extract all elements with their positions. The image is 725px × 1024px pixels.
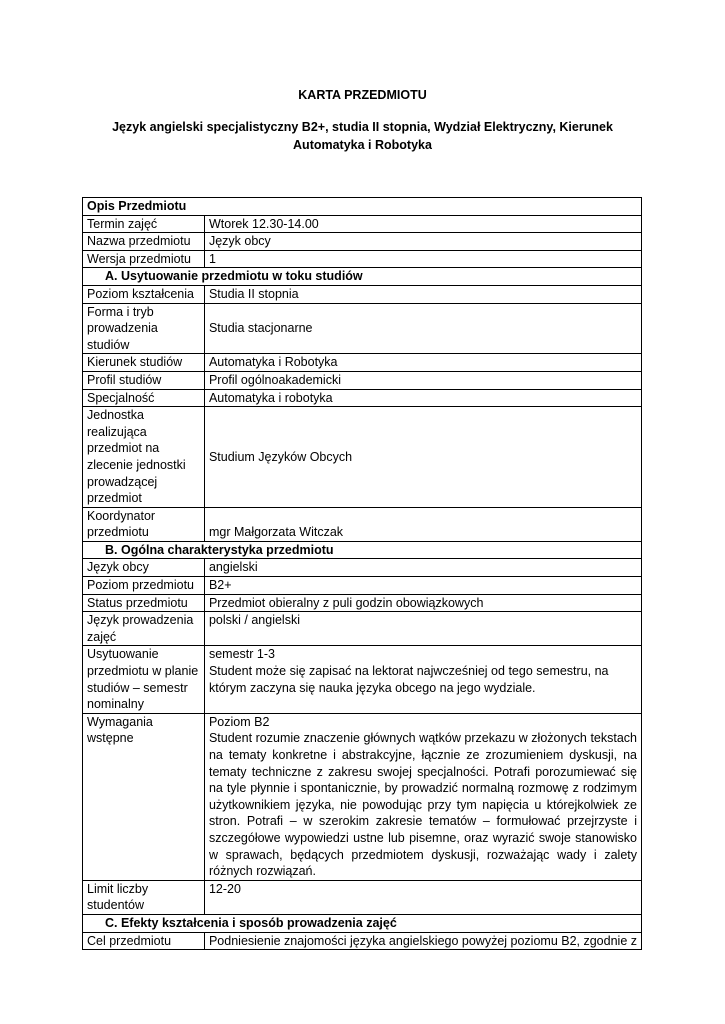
termin-label: Termin zajęć xyxy=(83,215,205,233)
table-row xyxy=(83,198,642,216)
limit-value: 12-20 xyxy=(204,880,641,914)
poziom-przedmiotu-label: Poziom przedmiotu xyxy=(83,577,205,595)
nazwa-value: Język obcy xyxy=(204,233,641,251)
wersja-label: Wersja przedmiotu xyxy=(83,250,205,268)
nazwa-label: Nazwa przedmiotu xyxy=(83,233,205,251)
page-title: KARTA PRZEDMIOTU xyxy=(298,88,427,102)
termin-value: Wtorek 12.30-14.00 xyxy=(204,215,641,233)
table-row xyxy=(83,407,642,508)
usytuowanie-semester: semestr 1-3 xyxy=(208,647,275,662)
limit-label: Limit liczby studentów xyxy=(83,880,205,914)
wymagania-label: Wymagania wstępne xyxy=(83,713,205,880)
jezyk-prowadzenia-value: polski / angielski xyxy=(204,612,641,646)
page-subtitle: Język angielski specjalistyczny B2+, studia II stopnia, Wydział Elektryczny, Kierunek Automatyka i Robotyka xyxy=(112,120,613,152)
usytuowanie-value xyxy=(204,646,641,713)
status-label: Status przedmiotu xyxy=(83,594,205,612)
poziom-ksztalcenia-label: Poziom kształcenia xyxy=(83,285,205,303)
jezyk-prowadzenia-label: Język prowadzenia zajęć xyxy=(83,612,205,646)
status-value: Przedmiot obieralny z puli godzin obowiązkowych xyxy=(204,594,641,612)
table-row xyxy=(83,389,642,407)
table-row xyxy=(83,713,642,880)
forma-label: Forma i tryb prowadzenia studiów xyxy=(83,303,205,354)
table-row xyxy=(83,646,642,713)
wymagania-value xyxy=(204,713,641,880)
profil-value: Profil ogólnoakademicki xyxy=(204,371,641,389)
table-row xyxy=(83,371,642,389)
kierunek-value: Automatyka i Robotyka xyxy=(204,354,641,372)
table-header: Opis Przedmiotu xyxy=(83,198,642,216)
section-a-heading: A. Usytuowanie przedmiotu w toku studiów xyxy=(83,268,642,286)
table-row xyxy=(83,541,642,559)
table-row xyxy=(83,559,642,577)
section-b-heading: B. Ogólna charakterystyka przedmiotu xyxy=(83,541,642,559)
cel-value: Podniesienie znajomości języka angielskiego powyżej poziomu B2, zgodnie z xyxy=(204,932,641,950)
table-row xyxy=(83,507,642,541)
specjalnosc-label: Specjalność xyxy=(83,389,205,407)
jezyk-obcy-label: Język obcy xyxy=(83,559,205,577)
course-card-table xyxy=(82,197,642,950)
jednostka-label: Jednostka realizująca przedmiot na zlecenie jednostki prowadzącej przedmiot xyxy=(83,407,205,508)
specjalnosc-value: Automatyka i robotyka xyxy=(204,389,641,407)
jezyk-obcy-value: angielski xyxy=(204,559,641,577)
section-c-heading: C. Efekty kształcenia i sposób prowadzenia zajęć xyxy=(83,914,642,932)
table-row xyxy=(83,914,642,932)
wymagania-level: Poziom B2 xyxy=(208,714,270,729)
table-row xyxy=(83,233,642,251)
koordynator-value: mgr Małgorzata Witczak xyxy=(204,507,641,541)
jednostka-value: Studium Języków Obcych xyxy=(204,407,641,508)
table-row xyxy=(83,285,642,303)
usytuowanie-label: Usytuowanie przedmiotu w planie studiów – semestr nominalny xyxy=(83,646,205,713)
usytuowanie-note: Student może się zapisać na lektorat najwcześniej od tego semestru, na którym zaczyna się nauka języka obcego na jego wydziale. xyxy=(208,664,609,695)
table-row xyxy=(83,932,642,950)
kierunek-label: Kierunek studiów xyxy=(83,354,205,372)
table-row xyxy=(83,354,642,372)
table-row xyxy=(83,303,642,354)
forma-value: Studia stacjonarne xyxy=(204,303,641,354)
table-row xyxy=(83,215,642,233)
table-row xyxy=(83,880,642,914)
cel-label: Cel przedmiotu xyxy=(83,932,205,950)
poziom-przedmiotu-value: B2+ xyxy=(204,577,641,595)
poziom-ksztalcenia-value: Studia II stopnia xyxy=(204,285,641,303)
koordynator-label: Koordynator przedmiotu xyxy=(83,507,205,541)
wymagania-description: Student rozumie znaczenie głównych wątków przekazu w złożonych tekstach na tematy konkretne i abstrakcyjne, łącznie ze zrozumieniem dyskusji, na tematy techniczne z zakresu swojej specjalności. Potrafi porozumiewać się na tyle płynnie i spontanicznie, by prowadzić normalną rozmowę z rodzimym użytkownikiem języka, nie powodując przy tym napięcia u którejkolwiek ze stron. Potrafi – w szerokim zakresie tematów – formułować przejrzyste i szczegółowe wypowiedzi ustne lub pisemne, oraz wyrazić swoje stanowisko w sprawach, będących przedmiotem dyskusji, rozważając wady i zalety różnych rozwiązań. xyxy=(208,731,637,879)
table-row xyxy=(83,250,642,268)
table-row xyxy=(83,268,642,286)
table-row xyxy=(83,577,642,595)
table-row xyxy=(83,612,642,646)
table-row xyxy=(83,594,642,612)
profil-label: Profil studiów xyxy=(83,371,205,389)
wersja-value: 1 xyxy=(204,250,641,268)
